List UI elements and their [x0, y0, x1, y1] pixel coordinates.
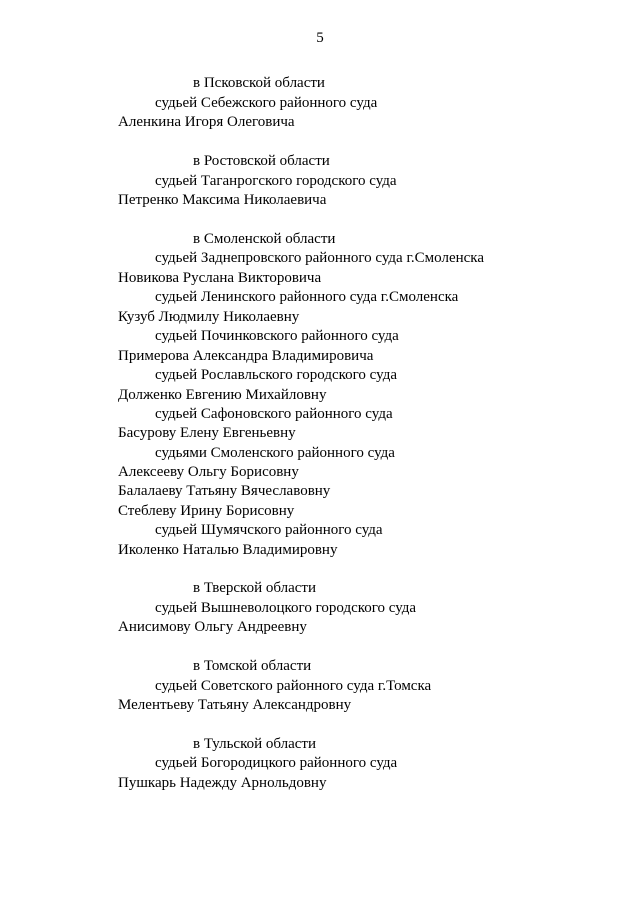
judge-name: Басурову Елену Евгеньевну	[118, 425, 296, 441]
region-heading: в Псковской области	[193, 75, 325, 91]
judge-name: Кузуб Людмилу Николаевну	[118, 309, 300, 325]
region-heading: в Смоленской области	[193, 231, 336, 247]
court-position: судьей Ленинского районного суда г.Смоленска	[155, 289, 459, 305]
court-position: судьей Советского районного суда г.Томска	[155, 678, 432, 694]
page-number: 5	[316, 30, 324, 46]
judge-name: Балалаеву Татьяну Вячеславовну	[118, 483, 331, 499]
court-position: судьей Починковского районного суда	[155, 328, 399, 344]
judge-name: Иколенко Наталью Владимировну	[118, 542, 338, 558]
court-position: судьей Вышневолоцкого городского суда	[155, 600, 417, 616]
judge-name: Алексееву Ольгу Борисовну	[118, 464, 299, 480]
judge-name: Аленкина Игоря Олеговича	[118, 114, 295, 130]
region-heading: в Тульской области	[193, 736, 317, 752]
region-heading: в Томской области	[193, 658, 312, 674]
judge-name: Стеблеву Ирину Борисовну	[118, 503, 295, 519]
judge-name: Пушкарь Надежду Арнольдовну	[118, 775, 327, 791]
judge-name: Мелентьеву Татьяну Александровну	[118, 697, 352, 713]
judge-name: Петренко Максима Николаевича	[118, 192, 327, 208]
judge-name: Новикова Руслана Викторовича	[118, 270, 322, 286]
court-position: судьей Рославльского городского суда	[155, 367, 397, 383]
judge-name: Долженко Евгению Михайловну	[118, 387, 327, 403]
court-position: судьей Сафоновского районного суда	[155, 406, 393, 422]
court-position: судьей Заднепровского районного суда г.Смоленска	[155, 250, 485, 266]
region-heading: в Ростовской области	[193, 153, 330, 169]
court-position: судьей Богородицкого районного суда	[155, 755, 398, 771]
judge-name: Примерова Александра Владимировича	[118, 348, 374, 364]
judge-name: Анисимову Ольгу Андреевну	[118, 619, 307, 635]
court-position: судьей Таганрогского городского суда	[155, 173, 397, 189]
court-position: судьей Шумячского районного суда	[155, 522, 383, 538]
court-position: судьями Смоленского районного суда	[155, 445, 395, 461]
court-position: судьей Себежского районного суда	[155, 95, 378, 111]
region-heading: в Тверской области	[193, 580, 317, 596]
